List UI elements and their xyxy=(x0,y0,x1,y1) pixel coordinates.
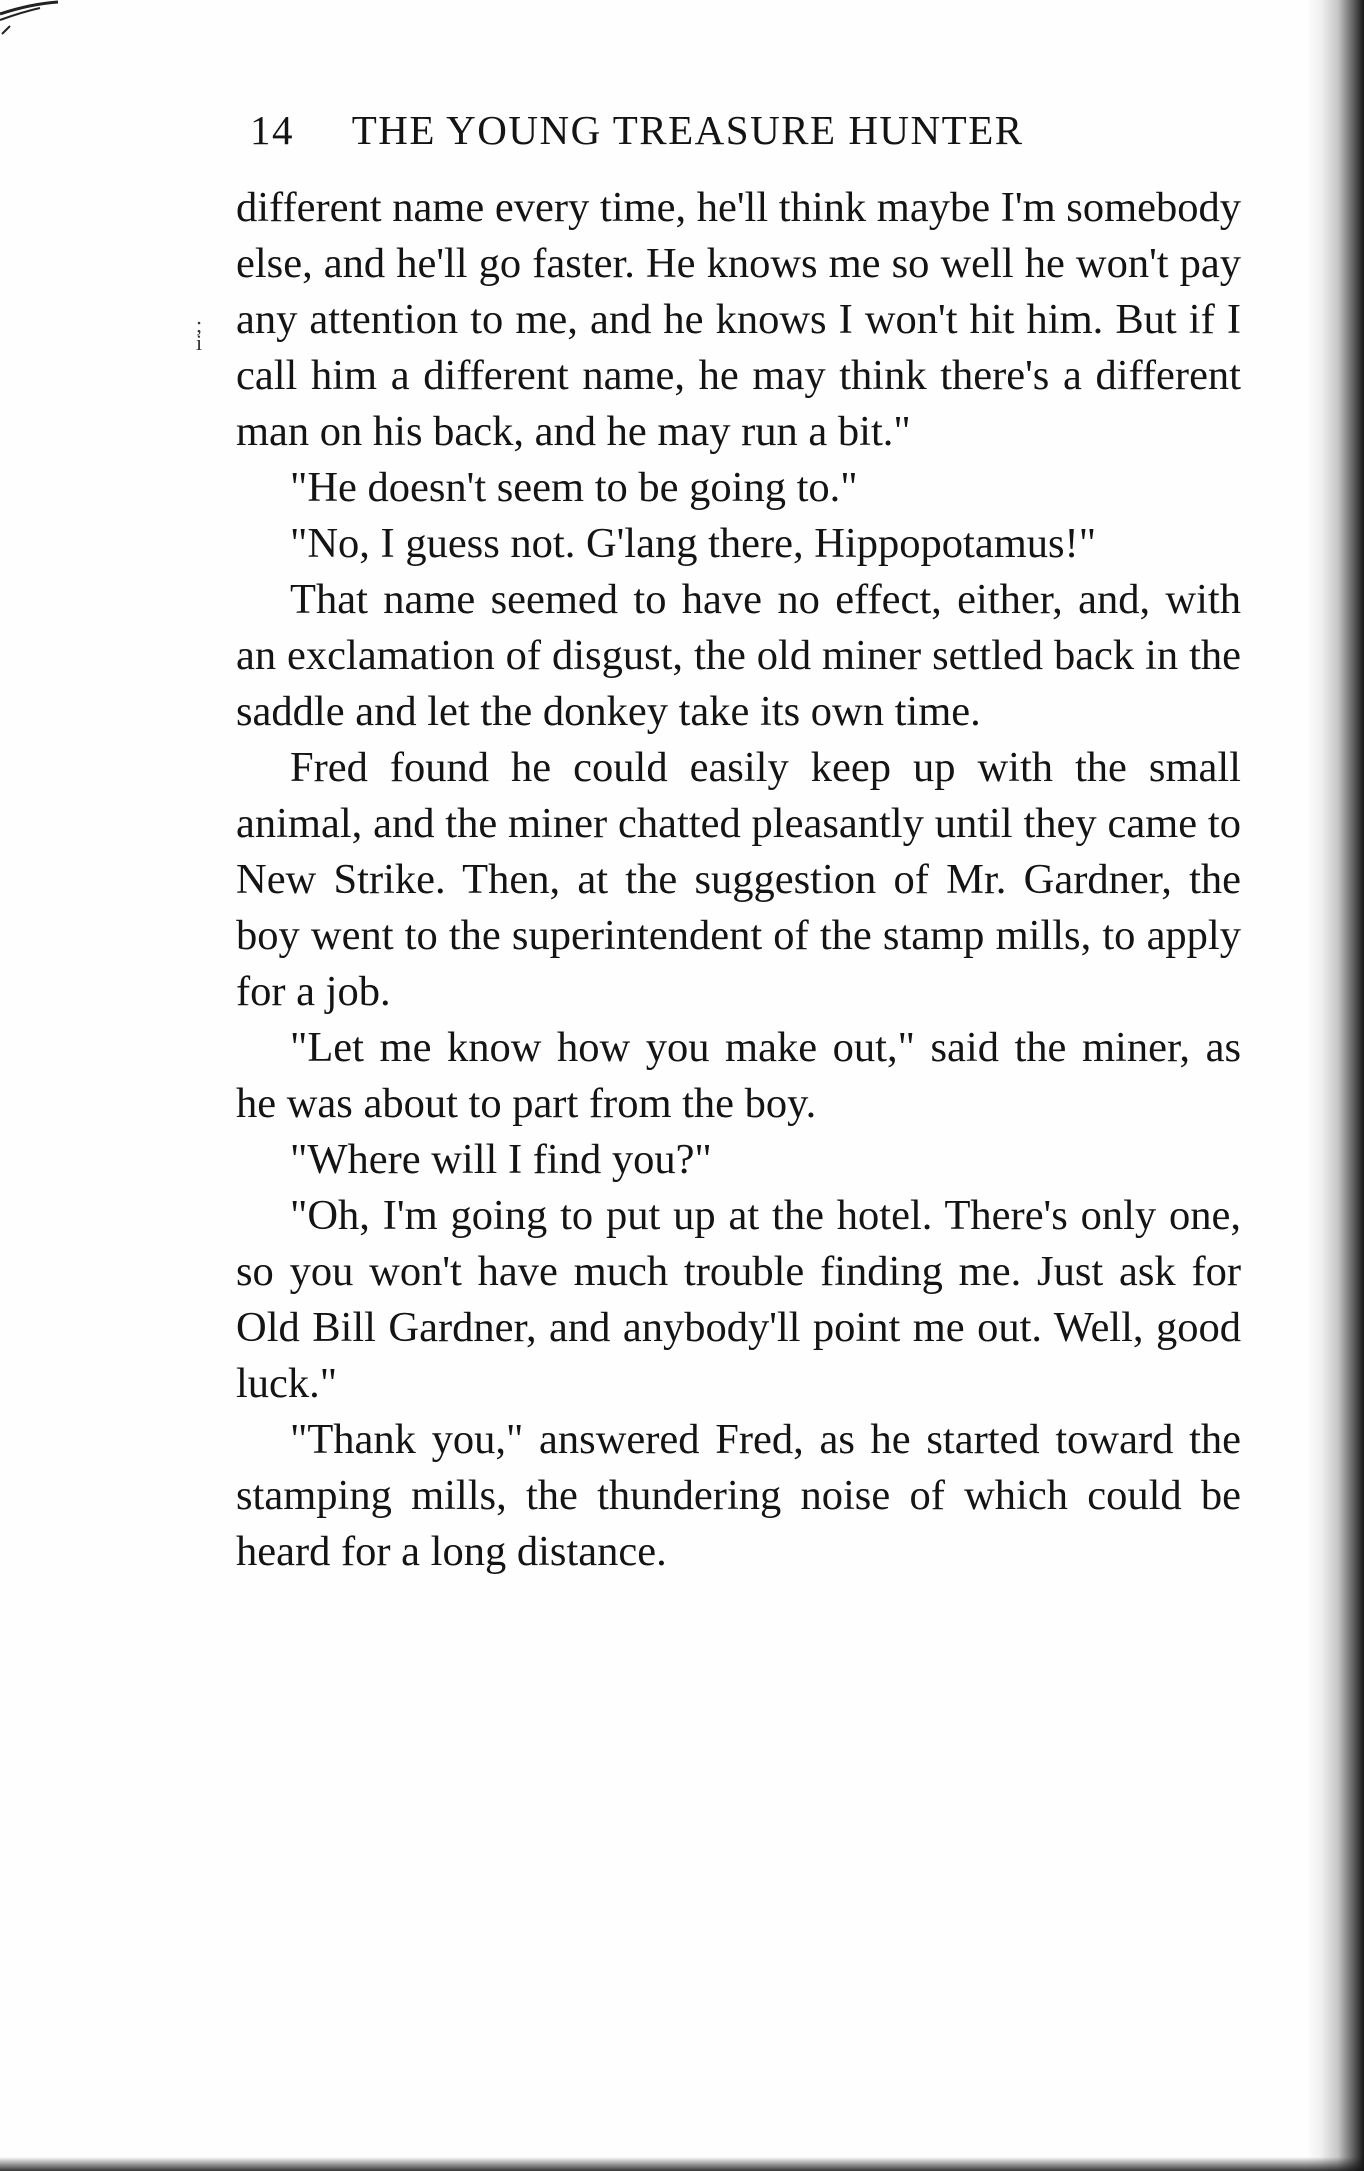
paragraph: "Thank you," answered Fred, as he started toward the stamping mills, the thundering noise of which could be heard for a long distance. xyxy=(236,1416,1241,1575)
paragraph: That name seemed to have no effect, either, and, with an exclamation of disgust, the old miner settled back in the saddle and let the donkey take its own time. xyxy=(236,576,1241,735)
paragraph: different name every time, he'll think maybe I'm somebody else, and he'll go faster. He knows me so well he won't pay any attention to me, and he knows I won't hit him. But if I call him a different name, he may think there's a different man on his back, and he may run a bit." xyxy=(236,184,1241,455)
scan-bottom-shadow xyxy=(0,2157,1364,2171)
paragraph: "Let me know how you make out," said the miner, as he was about to part from the boy. xyxy=(236,1024,1241,1127)
paragraph: "He doesn't seem to be going to." xyxy=(290,464,858,511)
running-header xyxy=(250,106,1160,166)
running-title: THE YOUNG TREASURE HUNTER xyxy=(351,107,1024,153)
margin-specks: ; i xyxy=(196,312,203,355)
paragraph: "No, I guess not. G'lang there, Hippopotamus!" xyxy=(290,520,1097,567)
page-number: 14 xyxy=(250,107,294,153)
paragraph: "Where will I find you?" xyxy=(290,1136,712,1183)
scan-corner-mark xyxy=(0,0,70,40)
paragraph: "Oh, I'm going to put up at the hotel. There's only one, so you won't have much trouble finding me. Just ask for Old Bill Gardner, and anybody'll point me out. Well, good luck." xyxy=(236,1192,1241,1407)
paragraph: Fred found he could easily keep up with the small animal, and the miner chatted pleasantly until they came to New Strike. Then, at the suggestion of Mr. Gardner, the boy went to the superintendent of the stamp mills, to apply for a job. xyxy=(236,744,1241,1015)
scan-edge-shadow xyxy=(1306,0,1364,2171)
body-text xyxy=(236,180,1241,1580)
